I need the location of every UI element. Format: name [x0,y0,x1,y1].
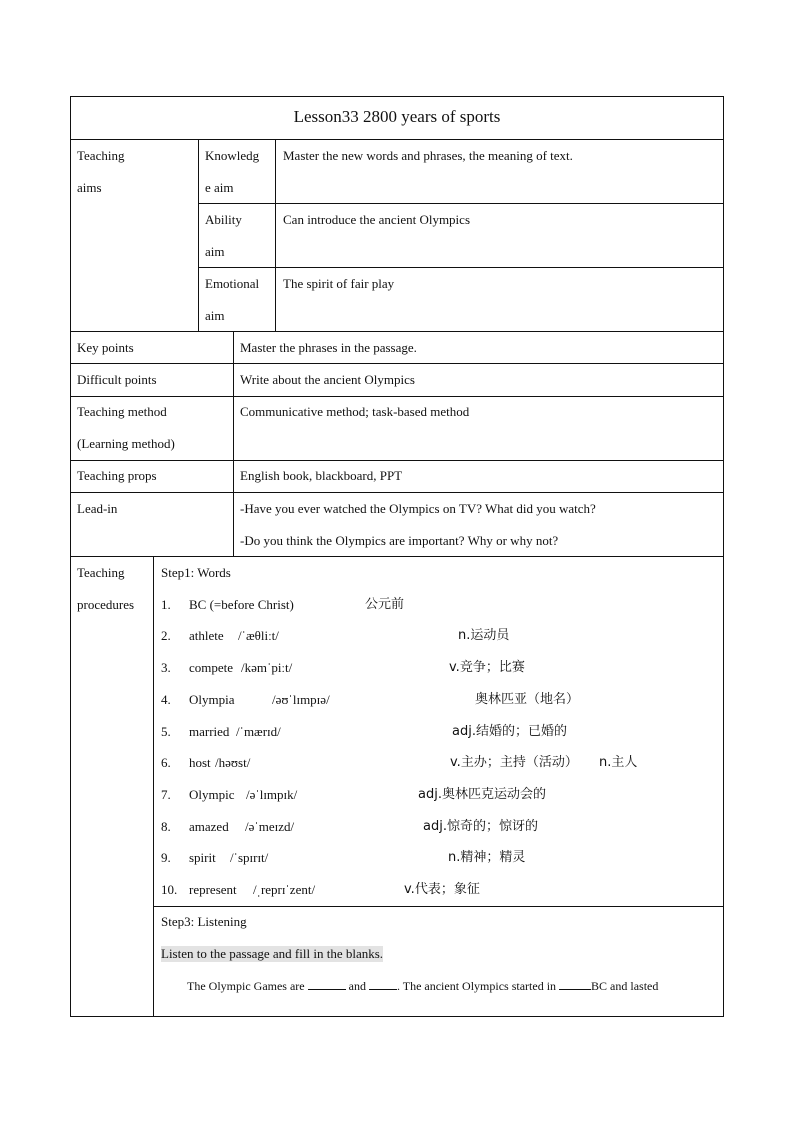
step3-title: Step3: Listening [161,914,247,929]
ability-aim-text: Can introduce the ancient Olympics [283,212,471,227]
word-meaning: v.代表；象征 [404,882,480,897]
word-term: host [189,755,211,770]
word-meaning: 奥林匹亚（地名） [475,692,580,707]
difficult-points-text: Write about the ancient Olympics [240,372,415,387]
fill-blank-3[interactable] [559,978,591,990]
word-phonetic: /əˈmeɪzd/ [245,819,295,834]
word-phonetic: /əˈlɪmpɪk/ [246,787,298,802]
lead-in-question-1: -Have you ever watched the Olympics on TV? What did you watch? [240,501,596,516]
fill-text-3: . The ancient Olympics started in [396,979,557,993]
difficult-points-label: Difficult points [77,372,157,387]
fill-blank-1[interactable] [308,978,346,990]
teaching-aims-label-2: aims [77,180,102,195]
word-term: spirit [189,850,216,865]
word-term: married [189,724,230,739]
word-term: represent [189,882,237,897]
emotional-aim-text: The spirit of fair play [283,276,395,291]
word-number: 6. [161,755,171,770]
knowledge-aim-label-1: Knowledg [205,148,260,163]
lesson-title: Lesson33 2800 years of sports [293,107,501,126]
word-meaning: adj.结婚的；已婚的 [452,724,567,739]
emotional-aim-label-1: Emotional [205,276,260,291]
word-meaning: v.竞争；比赛 [449,660,525,675]
key-points-label: Key points [77,340,134,355]
word-phonetic: /əʊˈlɪmpɪə/ [272,692,330,707]
teaching-props-label: Teaching props [77,468,157,483]
word-phonetic: /kəmˈpiːt/ [241,660,293,675]
listening-instruction: Listen to the passage and fill in the blanks. [161,946,384,961]
word-number: 1. [161,597,171,612]
word-number: 5. [161,724,171,739]
lead-in-question-2: -Do you think the Olympics are important? Why or why not? [240,533,559,548]
word-term: Olympic [189,787,235,802]
word-number: 7. [161,787,171,802]
word-number: 10. [161,882,178,897]
word-meaning: v.主办；主持（活动） [450,755,578,770]
word-meaning: n.精神；精灵 [448,850,526,865]
word-number: 2. [161,628,171,643]
fill-text-2: and [348,979,366,993]
emotional-aim-label-2: aim [205,308,225,323]
teaching-props-text: English book, blackboard, PPT [240,468,403,483]
word-number: 3. [161,660,171,675]
word-number: 4. [161,692,171,707]
word-number: 9. [161,850,171,865]
lead-in-label: Lead-in [77,501,118,516]
word-term: Olympia [189,692,235,707]
procedures-label-1: Teaching [77,565,125,580]
procedures-label-2: procedures [77,597,135,612]
knowledge-aim-label-2: e aim [205,180,234,195]
key-points-text: Master the phrases in the passage. [240,340,417,355]
fill-blank-2[interactable] [369,978,397,990]
teaching-aims-label-1: Teaching [77,148,125,163]
fill-in-sentence [187,978,658,994]
word-phonetic: /həʊst/ [215,755,251,770]
word-term: BC (=before Christ) [189,597,294,612]
fill-text-1: The Olympic Games are [187,979,305,993]
word-meaning: adj.奥林匹克运动会的 [418,787,546,802]
step1-title: Step1: Words [161,565,231,580]
word-phonetic: /ˈæθliːt/ [238,628,279,643]
word-phonetic: /ˌreprɪˈzent/ [253,882,316,897]
word-phonetic: /ˈmærɪd/ [236,724,281,739]
word-meaning: 公元前 [365,597,405,612]
ability-aim-label-2: aim [205,244,225,259]
word-term: compete [189,660,234,675]
word-term: athlete [189,628,224,643]
word-meaning-2: n.主人 [599,755,638,770]
word-term: amazed [189,819,229,834]
word-meaning: n.运动员 [458,628,510,643]
teaching-method-text: Communicative method; task-based method [240,404,470,419]
teaching-method-label-2: (Learning method) [77,436,175,451]
ability-aim-label-1: Ability [205,212,242,227]
knowledge-aim-text: Master the new words and phrases, the meaning of text. [283,148,573,163]
word-phonetic: /ˈspɪrɪt/ [230,850,269,865]
fill-text-4: BC and lasted [591,979,659,993]
teaching-method-label-1: Teaching method [77,404,167,419]
word-meaning: adj.惊奇的；惊讶的 [423,819,538,834]
word-number: 8. [161,819,171,834]
